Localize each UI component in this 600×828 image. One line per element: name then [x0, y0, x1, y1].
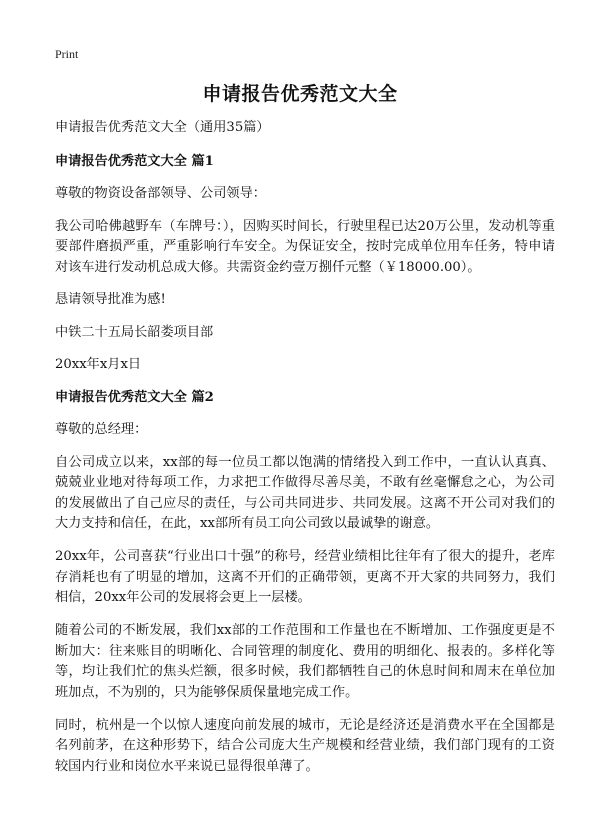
- paragraph-1-request: 恳请领导批准为感!: [55, 292, 166, 307]
- section-heading-2: 申请报告优秀范文大全 篇2: [55, 389, 214, 405]
- page-title: 申请报告优秀范文大全: [202, 83, 398, 105]
- paragraph-2-intro: 自公司成立以来，xx部的每一位员工都以饱满的情绪投入到工作中，一直认认真真、兢兢业业地对待每项工作，力求把工作做得尽善尽美，不敢有丝毫懈怠之心，为公司的发展做出了自己应尽的责任，与公司共同进步、共同发展。这离不开公司对我们的大力支持和信任，在此，xx部所有员工向公司致以最诚挚的谢意。: [55, 454, 555, 531]
- paragraph-1-signature: 中铁二十五局长韶娄项目部: [55, 324, 214, 340]
- paragraph-1-date: 20xx年x月x日: [55, 357, 142, 372]
- print-label[interactable]: Print: [55, 47, 79, 61]
- salutation-1: 尊敬的物资设备部领导、公司领导：: [55, 186, 266, 201]
- paragraph-2-workload: 随着公司的不断发展，我们xx部的工作范围和工作量也在不断增加、工作强度更是不断加大：往来账目的明晰化、合同管理的制度化、费用的明细化、报表的。多样化等等，均让我们忙的焦头烂额，很多时候，我们都牺牲自己的休息时间和周末在单位加班加点，不为别的，只为能够保质保量地完成工作。: [55, 623, 555, 700]
- salutation-2: 尊敬的总经理：: [55, 422, 148, 437]
- section-heading-1: 申请报告优秀范文大全 篇1: [55, 153, 214, 169]
- paragraph-2-achievement: 20xx年，公司喜获“行业出口十强”的称号，经营业绩相比往年有了很大的提升，老库存消耗也有了明显的增加，这离不开们的正确带领，更离不开大家的共同努力，我们相信，20xx年公司的发展将会更上一层楼。: [55, 549, 555, 605]
- paragraph-2-salary: 同时，杭州是一个以惊人速度向前发展的城市，无论是经济还是消费水平在全国都是名列前茅，在这种形势下，结合公司庞大生产规模和经营业绩，我们部门现有的工资较国内行业和岗位水平来说已显得很单薄了。: [55, 717, 555, 774]
- paragraph-1-body: 我公司哈佛越野车（车牌号：），因购买时间长，行驶里程已达20万公里，发动机等重要部件磨损严重，严重影响行车安全。为保证安全，按时完成单位用车任务，特申请对该车进行发动机总成大修。共需资金约壹万捌仟元整（￥18000.00）。: [55, 218, 555, 275]
- document-body: [55, 118, 555, 790]
- document-subtitle: 申请报告优秀范文大全（通用35篇）: [55, 120, 270, 135]
